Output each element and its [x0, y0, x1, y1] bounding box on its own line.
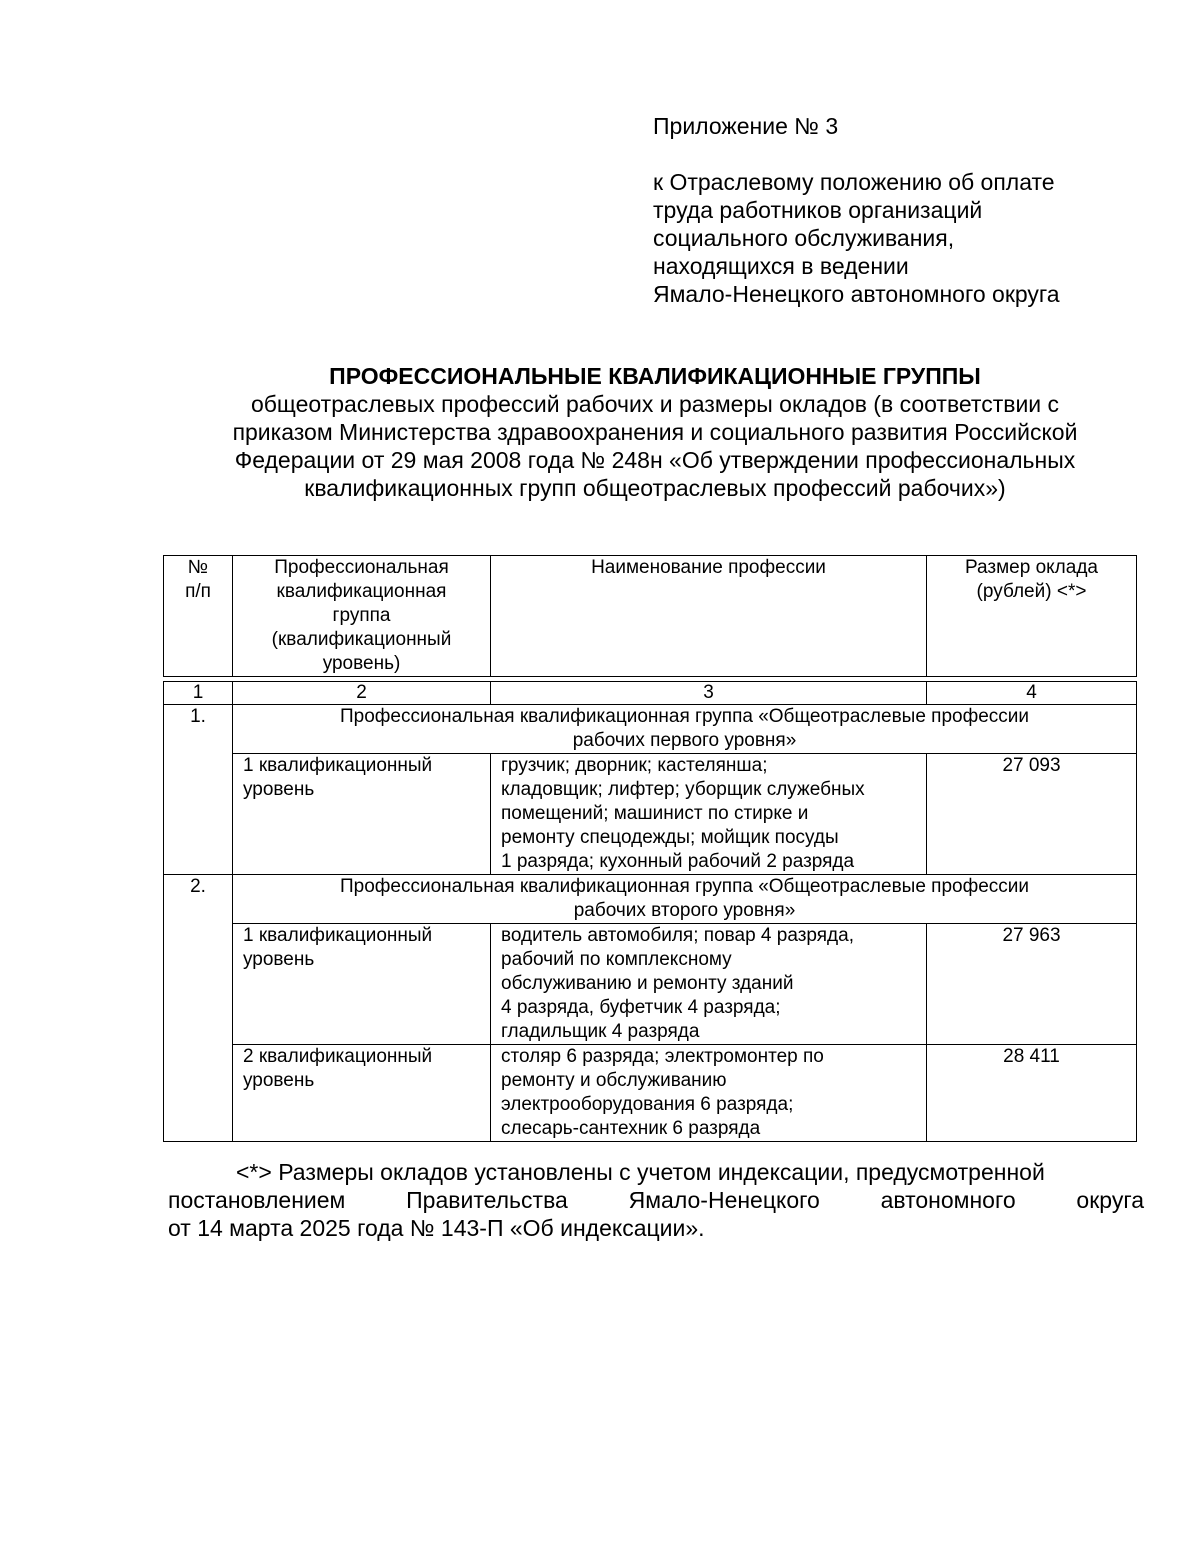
group-title-row	[164, 705, 1137, 754]
level-line: 1 квалификационный	[243, 755, 433, 776]
profession-line: гладильщик 4 разряда	[501, 1021, 700, 1042]
col-number: 2	[233, 682, 491, 705]
group-title	[233, 875, 1137, 924]
group-title-row	[164, 875, 1137, 924]
group-title-line: Профессиональная квалификационная группа «Общеотраслевые профессии	[339, 876, 1030, 897]
empty-cell	[164, 754, 233, 875]
profession-line: электрооборудования 6 разряда;	[501, 1094, 794, 1115]
group-num: 2.	[164, 875, 233, 924]
header-salary	[927, 556, 1137, 677]
empty-cell	[164, 924, 233, 1045]
salary-table	[163, 555, 1137, 1142]
header-text: Наименование профессии	[591, 557, 826, 578]
annex-title: Приложение № 3	[653, 113, 839, 139]
header-text: Размер оклада	[965, 557, 1098, 578]
heading-line: Федерации от 29 мая 2008 года № 248н «Об утверждении профессиональных	[234, 447, 1076, 473]
group-title-line: Профессиональная квалификационная группа «Общеотраслевые профессии	[339, 706, 1030, 727]
salary-cell: 28 411	[927, 1045, 1137, 1142]
table-header-row	[164, 556, 1137, 677]
header-text: уровень)	[322, 653, 401, 674]
annex-line: труда работников организаций	[653, 197, 983, 223]
level-line: уровень	[243, 1070, 315, 1091]
profession-line: слесарь-сантехник 6 разряда	[501, 1118, 761, 1139]
level-cell	[233, 754, 491, 875]
header-text: группа	[332, 605, 391, 626]
level-cell	[233, 1045, 491, 1142]
profession-cell	[491, 924, 927, 1045]
profession-line: ремонту и обслуживанию	[501, 1070, 727, 1091]
annex-line: к Отраслевому положению об оплате	[653, 169, 1055, 195]
profession-line: грузчик; дворник; кастелянша;	[501, 755, 768, 776]
header-text: №	[187, 557, 209, 578]
footnote-line: <*> Размеры окладов установлены с учетом индексации, предусмотренной	[236, 1159, 1045, 1185]
heading-line: общеотраслевых профессий рабочих и размеры окладов (в соответствии с	[250, 391, 1060, 417]
level-line: 1 квалификационный	[243, 925, 433, 946]
group-title	[233, 705, 1137, 754]
annex-line: Ямало-Ненецкого автономного округа	[653, 281, 1060, 307]
level-line: уровень	[243, 949, 315, 970]
table-row	[164, 1045, 1137, 1142]
profession-line: помещений; машинист по стирке и	[501, 803, 809, 824]
header-group	[233, 556, 491, 677]
col-number: 1	[164, 682, 233, 705]
salary-cell: 27 963	[927, 924, 1137, 1045]
profession-line: кладовщик; лифтер; уборщик служебных	[501, 779, 865, 800]
footnote-line: постановлением Правительства Ямало-Ненецкого автономного округа	[168, 1187, 1144, 1213]
col-number: 4	[927, 682, 1137, 705]
document-heading	[160, 362, 1150, 502]
table-row	[164, 754, 1137, 875]
header-text: квалификационная	[276, 581, 447, 602]
profession-line: обслуживанию и ремонту зданий	[501, 973, 794, 994]
footnote-line: от 14 марта 2025 года № 143-П «Об индексации».	[168, 1215, 705, 1241]
header-text: (квалификационный	[271, 629, 452, 650]
profession-line: 4 разряда, буфетчик 4 разряда;	[501, 997, 781, 1018]
level-cell	[233, 924, 491, 1045]
profession-line: рабочий по комплексному	[501, 949, 732, 970]
level-line: 2 квалификационный	[243, 1046, 433, 1067]
column-number-row	[164, 682, 1137, 705]
profession-line: столяр 6 разряда; электромонтер по	[501, 1046, 824, 1067]
heading-line: квалификационных групп общеотраслевых профессий рабочих»)	[304, 475, 1006, 501]
group-title-line: рабочих второго уровня»	[573, 900, 796, 921]
profession-line: водитель автомобиля; повар 4 разряда,	[501, 925, 854, 946]
level-line: уровень	[243, 779, 315, 800]
header-text: п/п	[185, 581, 211, 602]
profession-line: 1 разряда; кухонный рабочий 2 разряда	[501, 851, 855, 872]
annex-text	[653, 168, 1153, 308]
empty-cell	[164, 1045, 233, 1142]
group-num: 1.	[164, 705, 233, 754]
profession-line: ремонту спецодежды; мойщик посуды	[501, 827, 839, 848]
group-title-line: рабочих первого уровня»	[572, 730, 797, 751]
profession-cell	[491, 1045, 927, 1142]
annex-line: социального обслуживания,	[653, 225, 955, 251]
header-text: Профессиональная	[274, 557, 449, 578]
col-number: 3	[491, 682, 927, 705]
header-text: (рублей) <*>	[976, 581, 1087, 602]
table-row	[164, 924, 1137, 1045]
footnote	[168, 1158, 1144, 1242]
profession-cell	[491, 754, 927, 875]
header-num	[164, 556, 233, 677]
header-profession	[491, 556, 927, 677]
heading-title: ПРОФЕССИОНАЛЬНЫЕ КВАЛИФИКАЦИОННЫЕ ГРУППЫ	[329, 363, 981, 389]
annex-block	[653, 112, 1153, 308]
salary-cell: 27 093	[927, 754, 1137, 875]
heading-line: приказом Министерства здравоохранения и социального развития Российской	[232, 419, 1078, 445]
annex-line: находящихся в ведении	[653, 253, 909, 279]
